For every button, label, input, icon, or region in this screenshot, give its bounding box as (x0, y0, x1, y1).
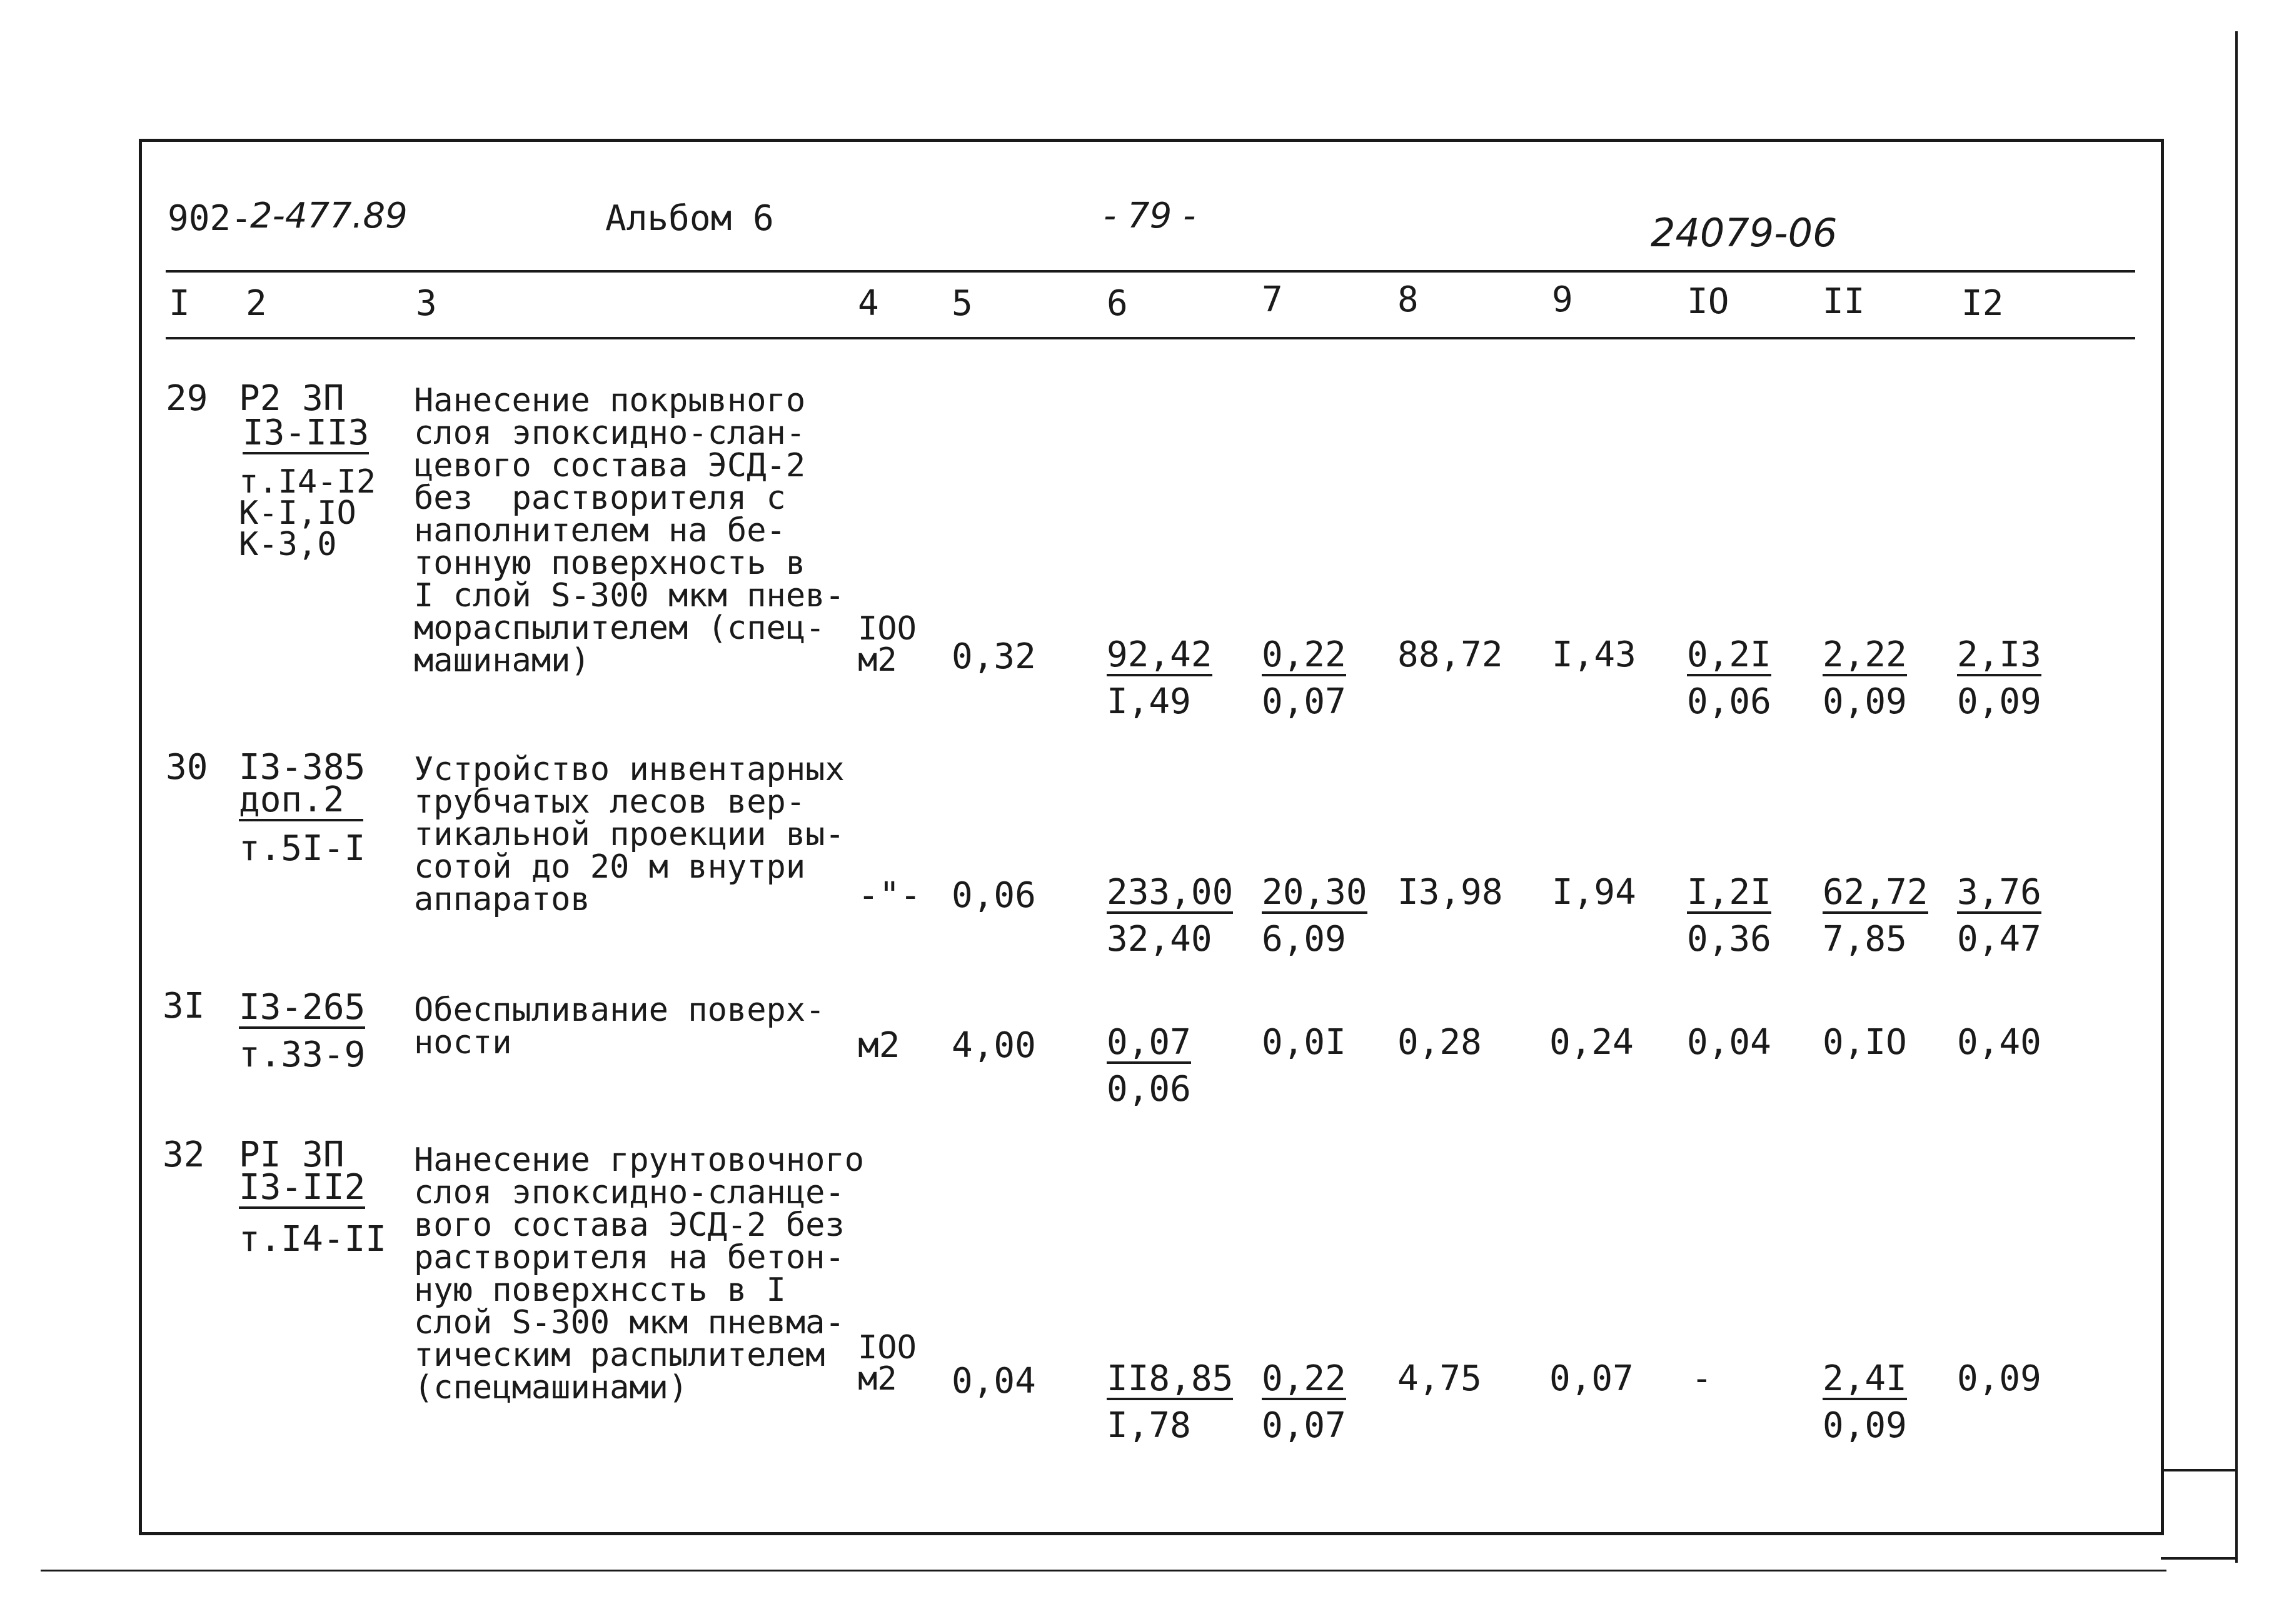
description-line: мораспылителем (спец- (414, 609, 825, 647)
description-line: сотой до 20 м внутри (414, 848, 806, 886)
col7-value: 0,0I (1262, 1022, 1346, 1063)
col12-top: 3,76 (1957, 872, 2041, 913)
col12-value: 0,09 (1957, 1358, 2041, 1399)
unit: IOO (858, 610, 917, 648)
unit: -"- (858, 875, 922, 916)
code-top: PI ЗП (239, 1135, 345, 1175)
row-number: 29 (166, 378, 208, 419)
code-extra: т.I4-I2 (239, 463, 376, 501)
description-line: трубчатых лесов вер- (414, 783, 806, 821)
stamp-box-bottom (2161, 1557, 2237, 1560)
col6-top: II8,85 (1107, 1358, 1234, 1399)
col12-bottom: 0,47 (1957, 919, 2041, 960)
doc-number: 24079-06 (1651, 210, 1838, 256)
col8-value: 0,28 (1397, 1022, 1482, 1063)
unit: IOO (858, 1329, 917, 1366)
description-line: (спецмашинами) (414, 1369, 688, 1406)
description-line: ности (414, 1024, 512, 1061)
description-line: без растворителя с (414, 479, 786, 517)
description-line: наполнителем на бе- (414, 512, 786, 549)
code-extra: т.33-9 (239, 1035, 366, 1075)
description-line: вого состава ЭСД-2 без (414, 1206, 845, 1244)
quantity: 0,32 (952, 636, 1036, 677)
description-line: слоя эпоксидно-слан- (414, 414, 806, 452)
col6-bottom: 0,06 (1107, 1069, 1191, 1110)
col6-top: 92,42 (1107, 634, 1212, 675)
column-header: 7 (1262, 279, 1283, 320)
col11-bottom: 0,09 (1823, 681, 1907, 722)
col11-bottom: 0,09 (1823, 1405, 1907, 1446)
col6-bottom: 32,40 (1107, 919, 1212, 960)
col7-bottom: 0,07 (1262, 1405, 1346, 1446)
row-number: 30 (166, 747, 208, 788)
description-line: ную поверхнсcть в I (414, 1271, 786, 1309)
quantity: 4,00 (952, 1025, 1036, 1066)
description-line: растворителя на бетон- (414, 1239, 845, 1276)
col6-top: 233,00 (1107, 872, 1234, 913)
work-description (414, 991, 825, 1061)
description-line: Устройство инвентарных (414, 751, 845, 788)
col9-value: I,94 (1552, 872, 1636, 913)
code-extra: К-3,0 (239, 526, 337, 563)
row-number: 32 (163, 1135, 205, 1175)
quantity: 0,04 (952, 1361, 1036, 1401)
description-line: Нанесение покрывного (414, 382, 806, 419)
col10-bottom: 0,36 (1687, 919, 1771, 960)
col6-top: 0,07 (1107, 1022, 1191, 1063)
col9-value: 0,24 (1549, 1022, 1634, 1063)
col7-top: 0,22 (1262, 1358, 1346, 1399)
column-header: 8 (1397, 279, 1419, 320)
work-description (414, 753, 845, 916)
frame-top-line (139, 139, 2162, 142)
column-header: IO (1687, 281, 1729, 322)
header-rule-bottom (166, 337, 2135, 339)
col6-bottom: I,78 (1107, 1405, 1191, 1446)
col7-bottom: 6,09 (1262, 919, 1346, 960)
description-line: I слой S-300 мкм пнев- (414, 577, 845, 614)
code-main: I3-II2 (239, 1167, 366, 1208)
col12-value: 0,40 (1957, 1022, 2041, 1063)
doc-code-handwritten: 2-477.89 (250, 196, 408, 236)
work-description (414, 1141, 865, 1406)
stamp-box-top (2161, 1469, 2237, 1471)
col10-top: I,2I (1687, 872, 1771, 913)
col11-top: 62,72 (1823, 872, 1928, 913)
col7-top: 20,30 (1262, 872, 1367, 913)
col6-bottom: I,49 (1107, 681, 1191, 722)
code-extra: К-I,IO (239, 494, 356, 532)
col9-value: 0,07 (1549, 1358, 1634, 1399)
unit: м2 (858, 1360, 897, 1398)
description-line: Обеспыливание поверх- (414, 991, 825, 1029)
code-top: I3-385 (239, 747, 366, 788)
column-header: I (169, 283, 190, 324)
col11-bottom: 7,85 (1823, 919, 1907, 960)
description-line: цевого состава ЭСД-2 (414, 447, 806, 484)
frame-bottom-line (139, 1532, 2164, 1535)
description-line: слой S-300 мкм пневма- (414, 1304, 845, 1341)
col7-bottom: 0,07 (1262, 681, 1346, 722)
column-header: 5 (952, 283, 973, 324)
code-extra: т.I4-II (239, 1219, 387, 1260)
col10-value: - (1691, 1358, 1713, 1399)
description-line: тическим распылителем (414, 1336, 825, 1374)
col8-value: I3,98 (1397, 872, 1503, 913)
col10-bottom: 0,06 (1687, 681, 1771, 722)
column-header: 6 (1107, 283, 1128, 324)
description-line: тикальной проекции вы- (414, 816, 845, 853)
code-top: P2 ЗП (239, 378, 345, 419)
col10-value: 0,04 (1687, 1022, 1771, 1063)
quantity: 0,06 (952, 875, 1036, 916)
col12-bottom: 0,09 (1957, 681, 2041, 722)
column-header: 9 (1552, 279, 1573, 320)
bottom-edge-line (41, 1570, 2166, 1571)
work-description (414, 384, 845, 677)
col8-value: 88,72 (1397, 634, 1503, 675)
frame-right-line (2161, 139, 2164, 1535)
col11-top: 2,22 (1823, 634, 1907, 675)
column-header: 4 (858, 283, 879, 324)
row-number: 3I (163, 986, 205, 1026)
album-label: Альбом 6 (605, 198, 774, 239)
description-line: Нанесение грунтовочного (414, 1141, 865, 1179)
column-header: II (1823, 281, 1865, 322)
col11-top: 2,4I (1823, 1358, 1907, 1399)
unit: м2 (858, 641, 897, 679)
code-main: I3-II3 (243, 413, 370, 453)
column-header: I2 (1961, 283, 2004, 324)
col11-value: 0,IO (1823, 1022, 1907, 1063)
page-number: - 79 - (1104, 196, 1196, 236)
description-line: аппаратов (414, 881, 590, 918)
description-line: машинами) (414, 642, 590, 679)
unit: м2 (858, 1025, 900, 1066)
code-extra: т.5I-I (239, 828, 366, 869)
column-header: 2 (246, 283, 267, 324)
code-main: доп.2 (239, 783, 363, 821)
description-line: тонную поверхность в (414, 544, 806, 582)
outer-right-margin-line (2235, 31, 2238, 1563)
col12-top: 2,I3 (1957, 634, 2041, 675)
column-header: 3 (416, 283, 437, 324)
code-main: I3-265 (239, 987, 366, 1028)
doc-code-prefix: 902- (168, 198, 252, 239)
header-rule-top (166, 270, 2135, 273)
col10-top: 0,2I (1687, 634, 1771, 675)
col7-top: 0,22 (1262, 634, 1346, 675)
description-line: слоя эпоксидно-сланце- (414, 1174, 845, 1211)
col8-value: 4,75 (1397, 1358, 1482, 1399)
frame-left-line (139, 139, 142, 1535)
col9-value: I,43 (1552, 634, 1636, 675)
